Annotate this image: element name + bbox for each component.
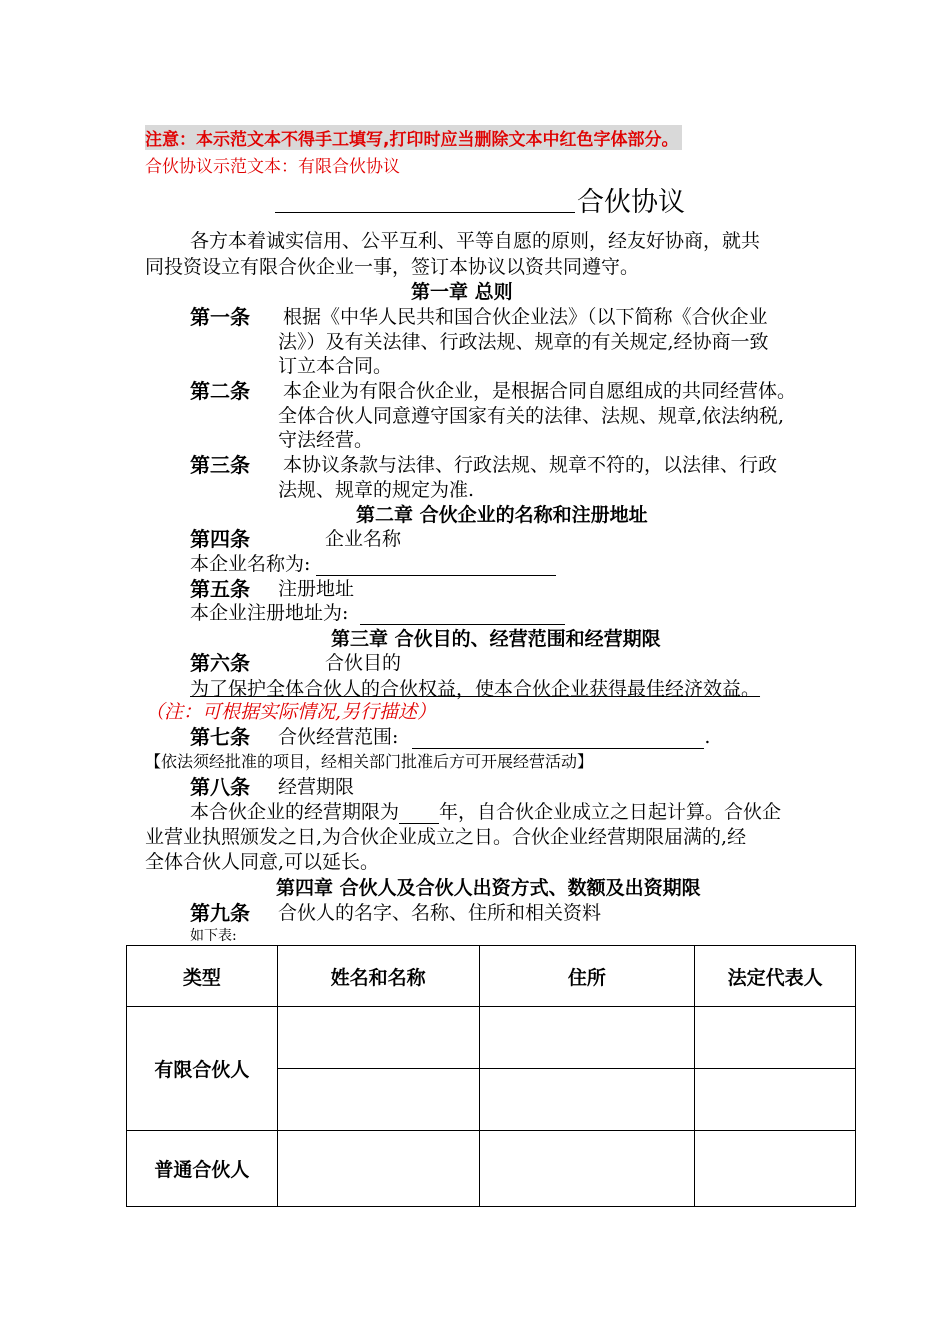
company-name-label: 本企业名称为: xyxy=(190,553,311,575)
article-1-line-1: 根据《中华人民共和国合伙企业法》（以下简称《合伙企业 xyxy=(283,306,768,328)
article-4-label: 第四条 xyxy=(190,527,250,551)
table-cell[interactable] xyxy=(479,1069,695,1131)
page-title: 合伙协议 xyxy=(577,187,685,218)
table-cell[interactable] xyxy=(277,1007,479,1069)
article-5-label: 第五条 xyxy=(190,577,250,601)
table-cell[interactable] xyxy=(695,1131,856,1207)
header-type: 类型 xyxy=(127,946,278,1007)
sample-subtitle: 合伙协议示范文本：有限合伙协议 xyxy=(145,157,400,177)
general-partner-cell: 普通合伙人 xyxy=(127,1131,278,1207)
article-4-text: 企业名称 xyxy=(325,528,402,550)
purpose-text: 为了保护全体合伙人的合伙权益，使本合伙企业获得最佳经济效益。 xyxy=(190,678,761,700)
approval-note: 【依法须经批准的项目，经相关部门批准后方可开展经营活动】 xyxy=(145,752,594,771)
table-cell[interactable] xyxy=(479,1131,695,1207)
chapter-2-heading: 第二章 合伙企业的名称和注册地址 xyxy=(356,504,648,526)
article-3-line-2: 法规、规章的规定为准. xyxy=(278,479,475,501)
business-scope-label: 合伙经营范围: xyxy=(278,726,399,748)
table-cell[interactable] xyxy=(277,1131,479,1207)
term-line-3: 全体合伙人同意,可以延长。 xyxy=(145,851,380,873)
header-name: 姓名和名称 xyxy=(277,946,479,1007)
table-cell[interactable] xyxy=(479,1007,695,1069)
article-2-line-1: 本企业为有限合伙企业，是根据合同自愿组成的共同经营体。 xyxy=(283,380,797,402)
header-legal-rep: 法定代表人 xyxy=(695,946,856,1007)
article-6-label: 第六条 xyxy=(190,651,250,675)
table-cell[interactable] xyxy=(695,1069,856,1131)
purpose-note: （注：可根据实际情况,另行描述） xyxy=(145,701,437,723)
address-label: 本企业注册地址为: xyxy=(190,602,349,624)
article-7-label: 第七条 xyxy=(190,725,250,749)
business-scope-end: . xyxy=(704,726,711,748)
header-address: 住所 xyxy=(479,946,695,1007)
table-row xyxy=(127,1131,856,1207)
article-2-label: 第二条 xyxy=(190,379,250,403)
red-notice: 注意：本示范文本不得手工填写,打印时应当删除文本中红色字体部分。 xyxy=(145,125,682,150)
chapter-3-heading: 第三章 合伙目的、经营范围和经营期限 xyxy=(331,628,661,650)
term-line-1 xyxy=(190,797,781,824)
article-8-text: 经营期限 xyxy=(278,776,355,798)
article-6-text: 合伙目的 xyxy=(325,652,402,674)
article-3-label: 第三条 xyxy=(190,453,250,477)
intro-line-1: 各方本着诚实信用、公平互利、平等自愿的原则，经友好协商，就共 xyxy=(190,230,761,252)
term-line-2: 业营业执照颁发之日,为合伙企业成立之日。合伙企业经营期限届满的,经 xyxy=(145,826,747,848)
article-8-label: 第八条 xyxy=(190,775,250,799)
article-1-line-2: 法》）及有关法律、行政法规、规章的有关规定,经协商一致 xyxy=(278,331,769,353)
table-cell[interactable] xyxy=(277,1069,479,1131)
article-1-label: 第一条 xyxy=(190,305,250,329)
chapter-4-heading: 第四章 合伙人及合伙人出资方式、数额及出资期限 xyxy=(276,877,701,899)
chapter-1-heading: 第一章 总则 xyxy=(411,281,513,303)
term-line-1a: 本合伙企业的经营期限为 xyxy=(190,801,400,823)
address-field xyxy=(190,598,565,625)
term-line-1b: 年，自合伙企业成立之日起计算。合伙企 xyxy=(439,801,782,823)
company-name-field xyxy=(190,549,556,576)
article-2-line-2: 全体合伙人同意遵守国家有关的法律、法规、规章,依法纳税, xyxy=(278,405,785,427)
table-caption: 如下表: xyxy=(190,928,237,944)
article-1-line-3: 订立本合同。 xyxy=(278,355,393,377)
article-9-label: 第九条 xyxy=(190,901,250,925)
table-cell[interactable] xyxy=(695,1007,856,1069)
business-scope-blank xyxy=(412,730,704,749)
business-scope-field xyxy=(278,722,710,749)
table-header-row xyxy=(127,946,856,1007)
article-3-line-1: 本协议条款与法律、行政法规、规章不符的，以法律、行政 xyxy=(283,454,778,476)
article-5-text: 注册地址 xyxy=(278,578,355,600)
article-2-line-3: 守法经营。 xyxy=(278,429,374,451)
intro-line-2: 同投资设立有限合伙企业一事，签订本协议以资共同遵守。 xyxy=(145,256,640,278)
address-blank xyxy=(360,606,565,625)
partners-table xyxy=(126,945,856,1207)
table-row xyxy=(127,1007,856,1069)
limited-partner-cell: 有限合伙人 xyxy=(127,1007,278,1131)
article-9-text: 合伙人的名字、名称、住所和相关资料 xyxy=(278,902,602,924)
title-blank xyxy=(275,212,575,213)
